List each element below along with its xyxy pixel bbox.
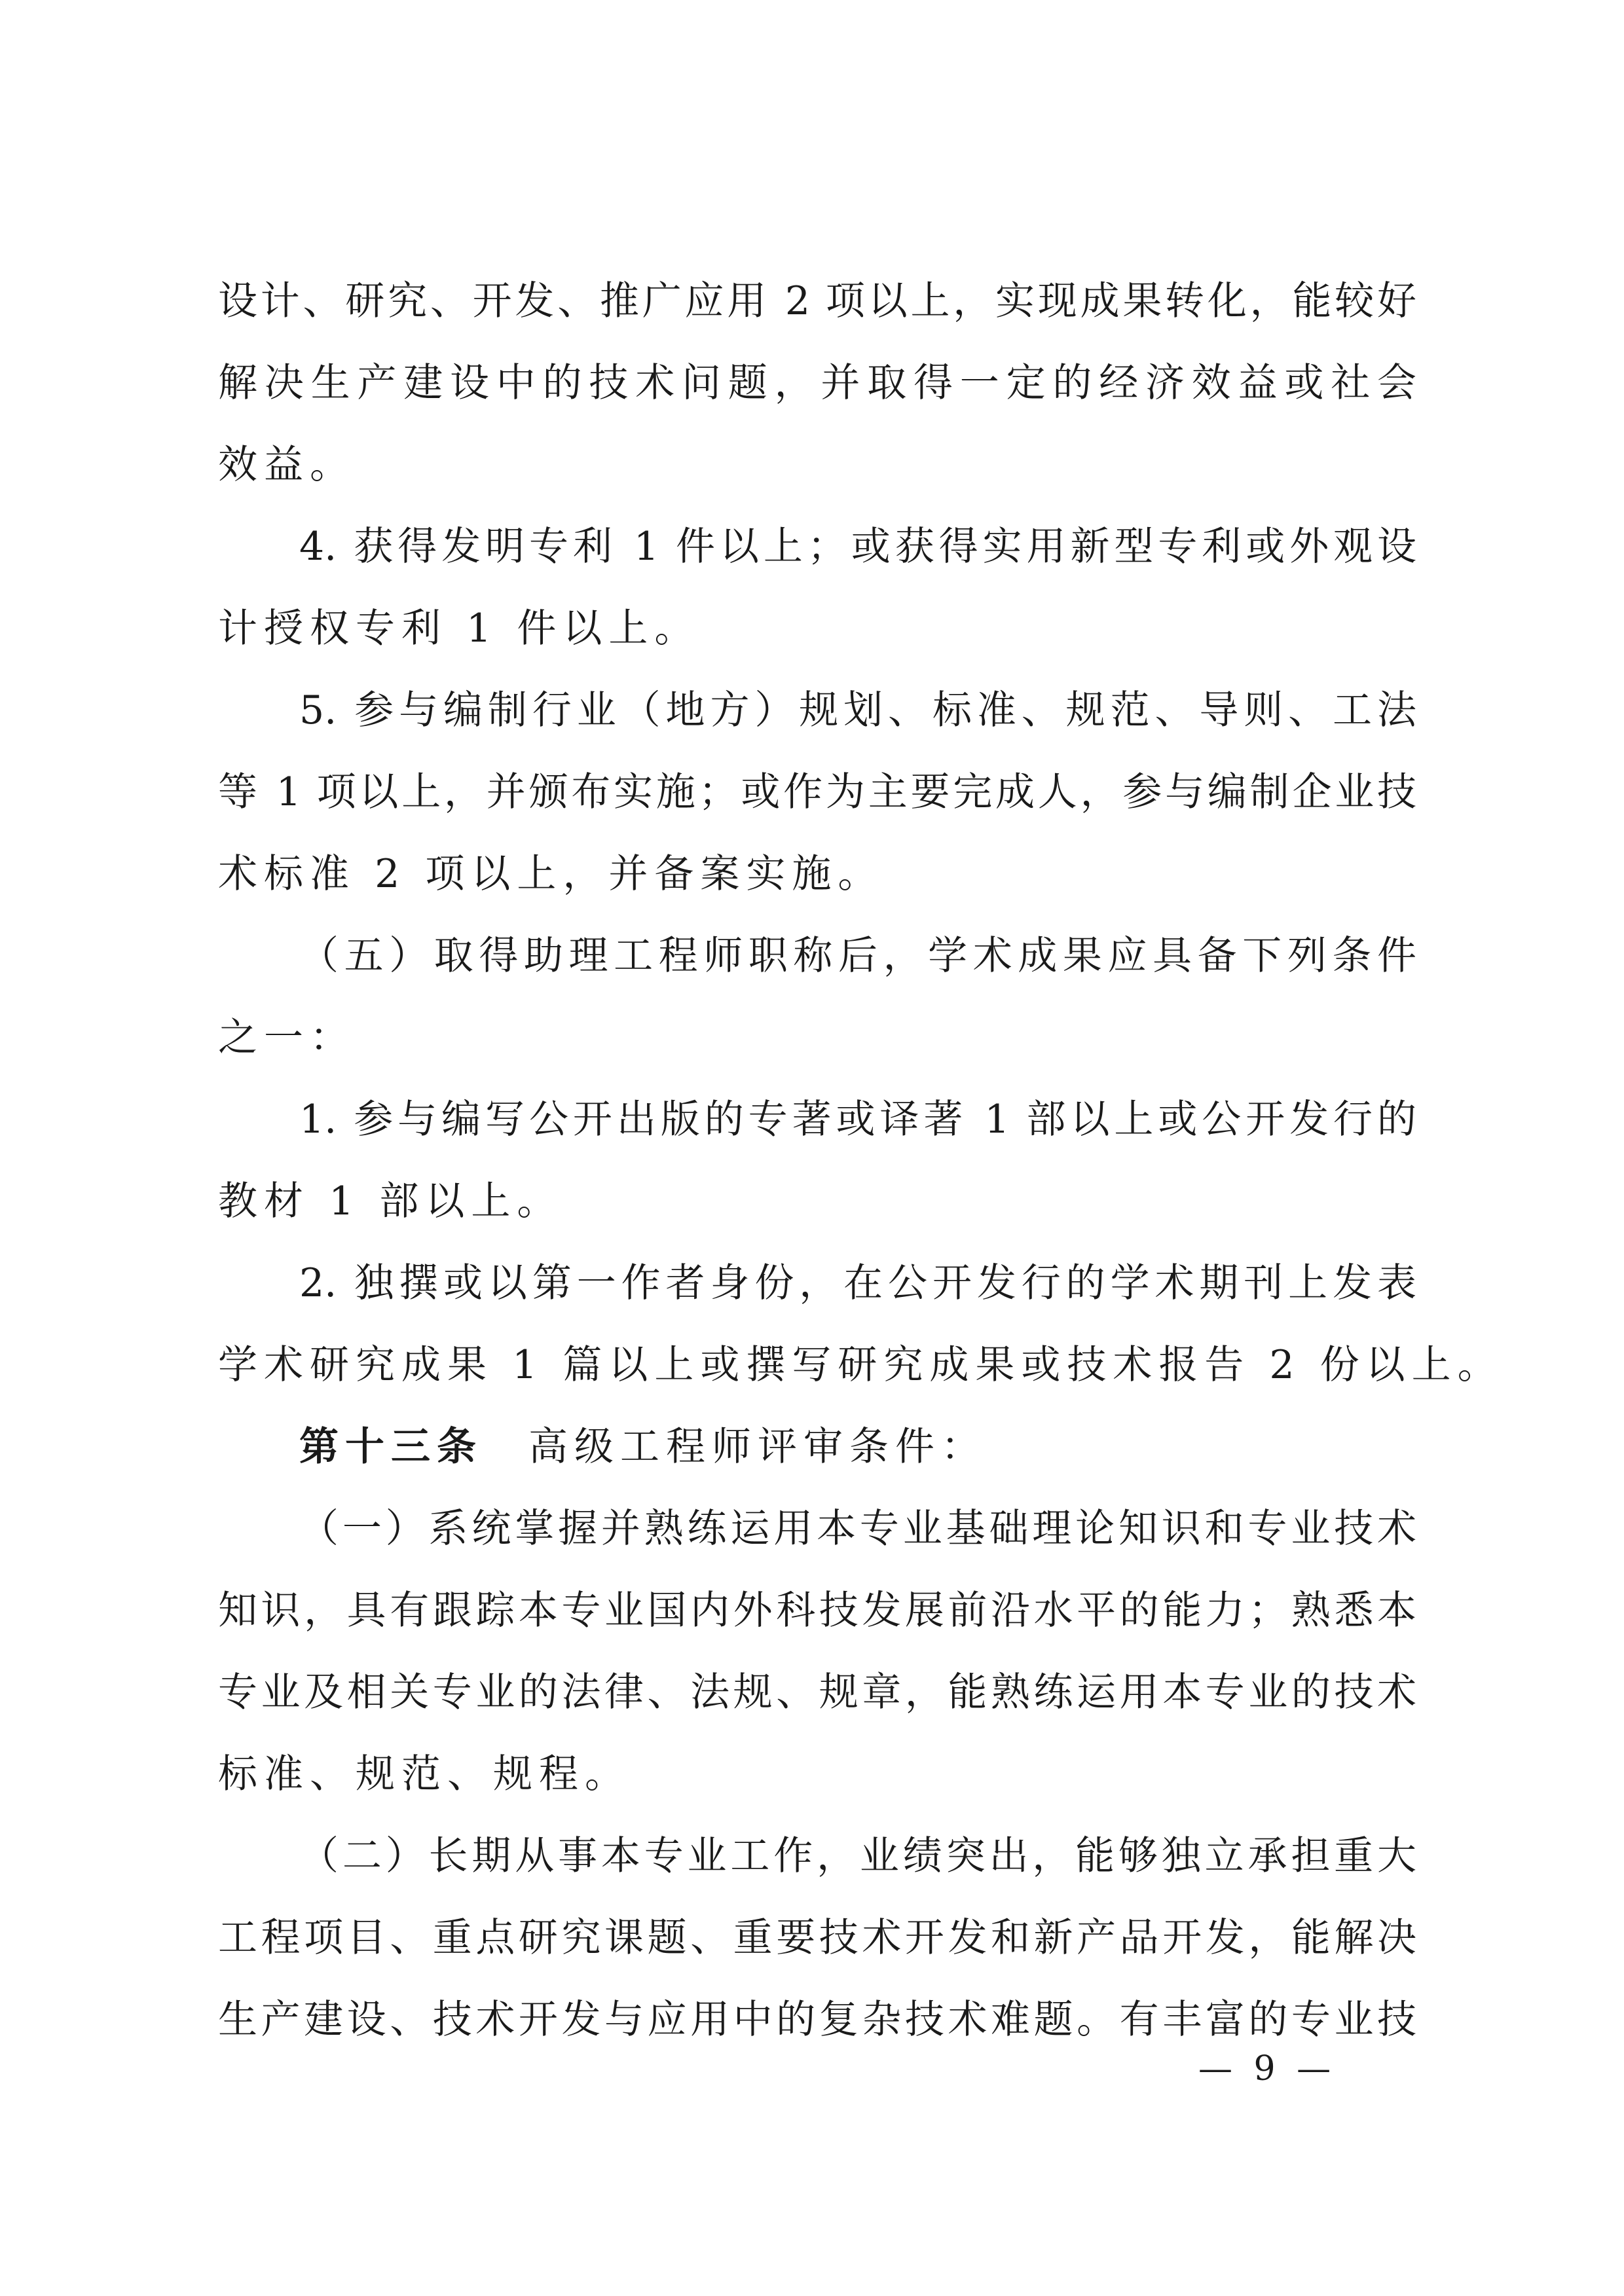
document-body — [218, 261, 1504, 2061]
body-line: 2. 独撰或以第一作者身份，在公开发行的学术期刊上发表 — [299, 1260, 1416, 1306]
article-line — [218, 1406, 1416, 1488]
body-line: 生产建设、技术开发与应用中的复杂技术难题。有丰富的专业技 — [218, 1997, 1416, 2043]
article-heading-text: 高级工程师评审条件： — [528, 1424, 987, 1470]
body-line: 计授权专利 1 件以上。 — [218, 606, 701, 651]
body-line: 4. 获得发明专利 1 件以上；或获得实用新型专利或外观设 — [299, 524, 1416, 570]
body-line: 专业及相关专业的法律、法规、规章，能熟练运用本专业的技术 — [218, 1669, 1416, 1715]
body-line: 学术研究成果 1 篇以上或撰写研究成果或技术报告 2 份以上。 — [218, 1342, 1504, 1388]
page-number: — 9 — — [1198, 2049, 1337, 2088]
body-line: 1. 参与编写公开出版的专著或译著 1 部以上或公开发行的 — [299, 1097, 1416, 1142]
body-line: 知识，具有跟踪本专业国内外科技发展前沿水平的能力；熟悉本 — [218, 1588, 1416, 1633]
body-line: （五）取得助理工程师职称后，学术成果应具备下列条件 — [299, 933, 1416, 979]
body-line: （二）长期从事本专业工作，业绩突出，能够独立承担重大 — [299, 1833, 1416, 1879]
body-line: 教材 1 部以上。 — [218, 1178, 563, 1224]
body-line: 标准、规范、规程。 — [218, 1751, 631, 1797]
body-line: 5. 参与编制行业（地方）规划、标准、规范、导则、工法 — [299, 687, 1416, 733]
body-line: 术标准 2 项以上，并备案实施。 — [218, 851, 884, 897]
body-line: 解决生产建设中的技术问题，并取得一定的经济效益或社会 — [218, 360, 1416, 406]
body-line: 之一： — [218, 1015, 356, 1061]
article-heading: 第十三条 — [299, 1424, 483, 1470]
body-line: 等 1 项以上，并颁布实施；或作为主要完成人，参与编制企业技 — [218, 769, 1416, 815]
body-line: （一）系统掌握并熟练运用本专业基础理论知识和专业技术 — [299, 1506, 1416, 1552]
body-line: 工程项目、重点研究课题、重要技术开发和新产品开发，能解决 — [218, 1915, 1416, 1961]
body-line: 效益。 — [218, 442, 356, 488]
body-line: 设计、研究、开发、推广应用 2 项以上，实现成果转化，能较好 — [218, 278, 1416, 324]
